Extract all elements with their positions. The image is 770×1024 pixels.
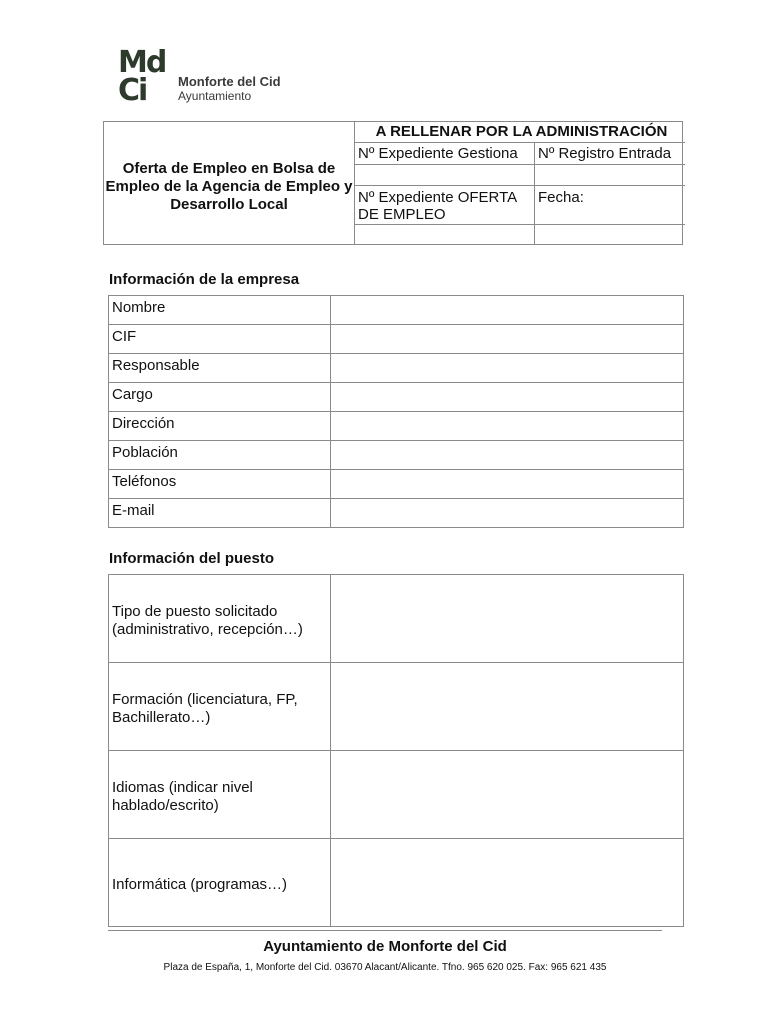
position-section-title: Información del puesto (109, 550, 275, 567)
logo-monogram-bottom: Ci (118, 73, 147, 108)
admin-section-title: A RELLENAR POR LA ADMINISTRACIÓN (375, 123, 668, 140)
form-header-box (103, 121, 683, 245)
company-value-field[interactable] (331, 441, 684, 470)
company-value-field[interactable] (331, 499, 684, 528)
footer-address: Plaza de España, 1, Monforte del Cid. 03670 Alacant/Alicante. Tfno. 965 620 025. Fax: 965 621 435 (163, 962, 607, 973)
position-row (109, 575, 684, 663)
company-value-field[interactable] (331, 383, 684, 412)
company-value-field[interactable] (331, 470, 684, 499)
company-row (109, 383, 684, 412)
company-row (109, 296, 684, 325)
fecha-field[interactable] (535, 225, 685, 244)
registro-entrada-field[interactable] (535, 165, 685, 185)
company-row (109, 441, 684, 470)
municipality-logo (118, 45, 288, 108)
admin-section (354, 121, 684, 245)
company-value-field[interactable] (331, 412, 684, 441)
logo-subtitle: Ayuntamiento (178, 89, 252, 103)
company-row (109, 325, 684, 354)
expediente-oferta-field[interactable] (355, 225, 535, 244)
company-label: E-mail (109, 499, 331, 528)
footer-title: Ayuntamiento de Monforte del Cid (263, 938, 507, 955)
form-title: Oferta de Empleo en Bolsa de Empleo de la Agencia de Empleo y Desarrollo Local (105, 160, 353, 213)
expediente-oferta-label: Nº Expediente OFERTA DE EMPLEO (358, 189, 517, 223)
position-row (109, 839, 684, 927)
position-row (109, 663, 684, 751)
expediente-gestiona-label: Nº Expediente Gestiona (358, 145, 518, 162)
company-label: Responsable (109, 354, 331, 383)
company-label: Dirección (109, 412, 331, 441)
logo-monogram-top: Md (118, 45, 166, 80)
position-row (109, 751, 684, 839)
company-value-field[interactable] (331, 296, 684, 325)
company-label: Nombre (109, 296, 331, 325)
registro-entrada-label: Nº Registro Entrada (538, 145, 672, 162)
position-value-field[interactable] (331, 751, 684, 839)
position-label: Formación (licenciatura, FP, Bachillerato…) (109, 663, 331, 751)
position-label: Informática (programas…) (109, 839, 331, 927)
position-info-table (108, 574, 684, 927)
position-label: Tipo de puesto solicitado (administrativo, recepción…) (109, 575, 331, 663)
company-info-table (108, 295, 684, 528)
logo-name: Monforte del Cid (178, 74, 281, 89)
company-value-field[interactable] (331, 325, 684, 354)
footer-divider (108, 930, 662, 931)
company-label: Cargo (109, 383, 331, 412)
fecha-label: Fecha: (538, 189, 584, 206)
position-value-field[interactable] (331, 575, 684, 663)
company-row (109, 470, 684, 499)
company-label: Teléfonos (109, 470, 331, 499)
company-row (109, 354, 684, 383)
expediente-gestiona-field[interactable] (355, 165, 535, 185)
company-label: CIF (109, 325, 331, 354)
company-row (109, 499, 684, 528)
company-row (109, 412, 684, 441)
company-value-field[interactable] (331, 354, 684, 383)
position-value-field[interactable] (331, 663, 684, 751)
company-label: Población (109, 441, 331, 470)
position-value-field[interactable] (331, 839, 684, 927)
company-section-title: Información de la empresa (109, 271, 300, 288)
position-label: Idiomas (indicar nivel hablado/escrito) (109, 751, 331, 839)
